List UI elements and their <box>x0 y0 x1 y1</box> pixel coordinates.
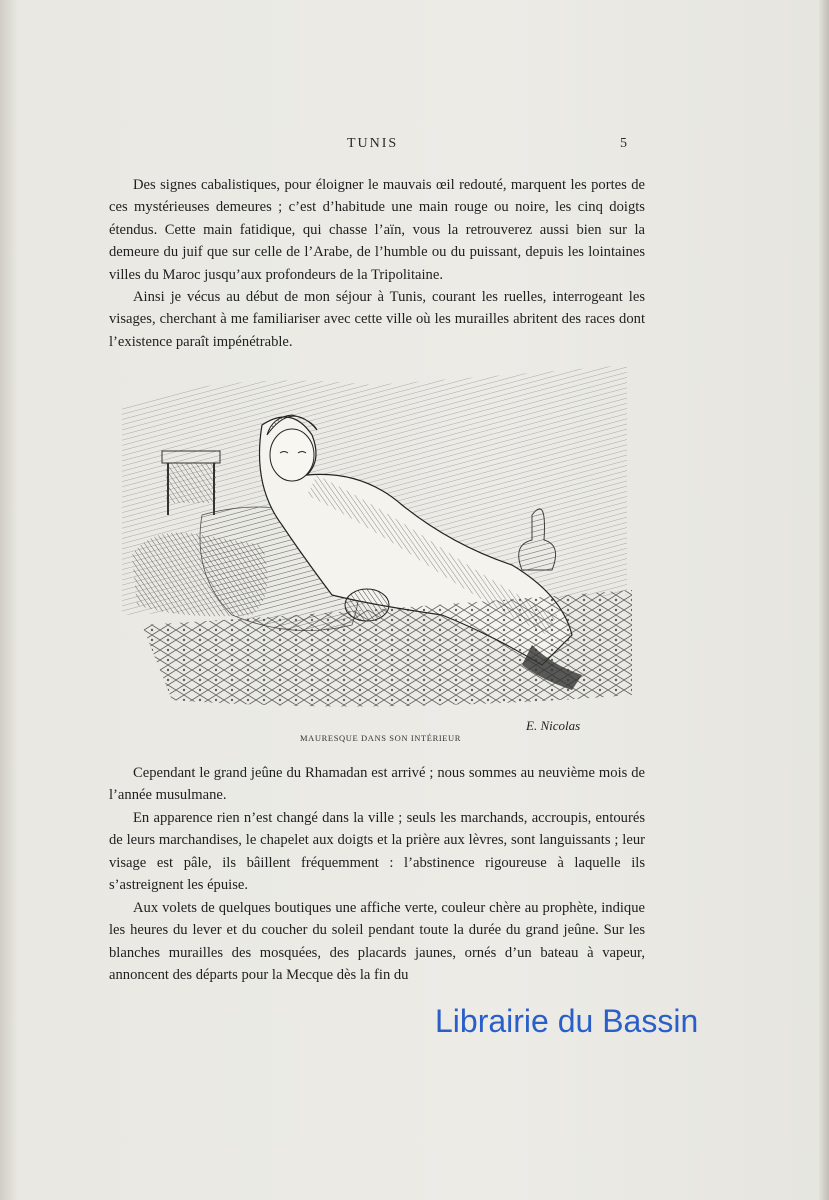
running-title: TUNIS <box>347 136 399 151</box>
paragraph-3: Cependant le grand jeûne du Rhamadan est arrivé ; nous sommes au neuvième mois de l’année musulmane. <box>109 765 645 804</box>
paragraph-2: Ainsi je vécus au début de mon séjour à Tunis, courant les ruelles, interrogeant les visages, cherchant à me familiariser avec cette ville où les murailles abritent des races dont l’existence paraît impénétrable. <box>109 289 645 350</box>
figure-caption: MAURESQUE DANS SON INTÉRIEUR <box>300 733 462 743</box>
paragraph-4: En apparence rien n’est changé dans la ville ; seuls les marchands, accroupis, entourés de leurs marchandises, le chapelet aux doigts et la prière aux lèvres, sont languissants ; leur visage est pâle, ils bâillent fréquemment : l’abstinence rigoureuse à laquelle ils s’astreignent les épuise. <box>109 810 645 894</box>
page-number: 5 <box>620 136 627 151</box>
paragraph-1: Des signes cabalistiques, pour éloigner le mauvais œil redouté, marquent les portes de ces mystérieuses demeures ; c’est d’habitude une main rouge ou noire, les cinq doigts étendus. Cette main fatidique, qui chasse l’aïn, vous la retrouverez aussi bien sur la demeure du juif que sur celle de l’Arabe, de l’humble ou du puissant, depuis les lointaines villes du Maroc jusqu’aux profondeurs de la Tripolitaine. <box>109 177 645 283</box>
engraving-illustration <box>112 365 632 725</box>
artist-signature: E. Nicolas <box>526 718 581 733</box>
watermark-text: Librairie du Bassin <box>435 1003 699 1039</box>
paragraph-5: Aux volets de quelques boutiques une affiche verte, couleur chère au prophète, indique les heures du lever et du coucher du soleil pendant toute la durée du grand jeûne. Sur les blanches murailles des mosquées, des placards jaunes, ornés d’un bateau à vapeur, annoncent des départs pour la Mecque dès la fin du <box>109 900 645 984</box>
